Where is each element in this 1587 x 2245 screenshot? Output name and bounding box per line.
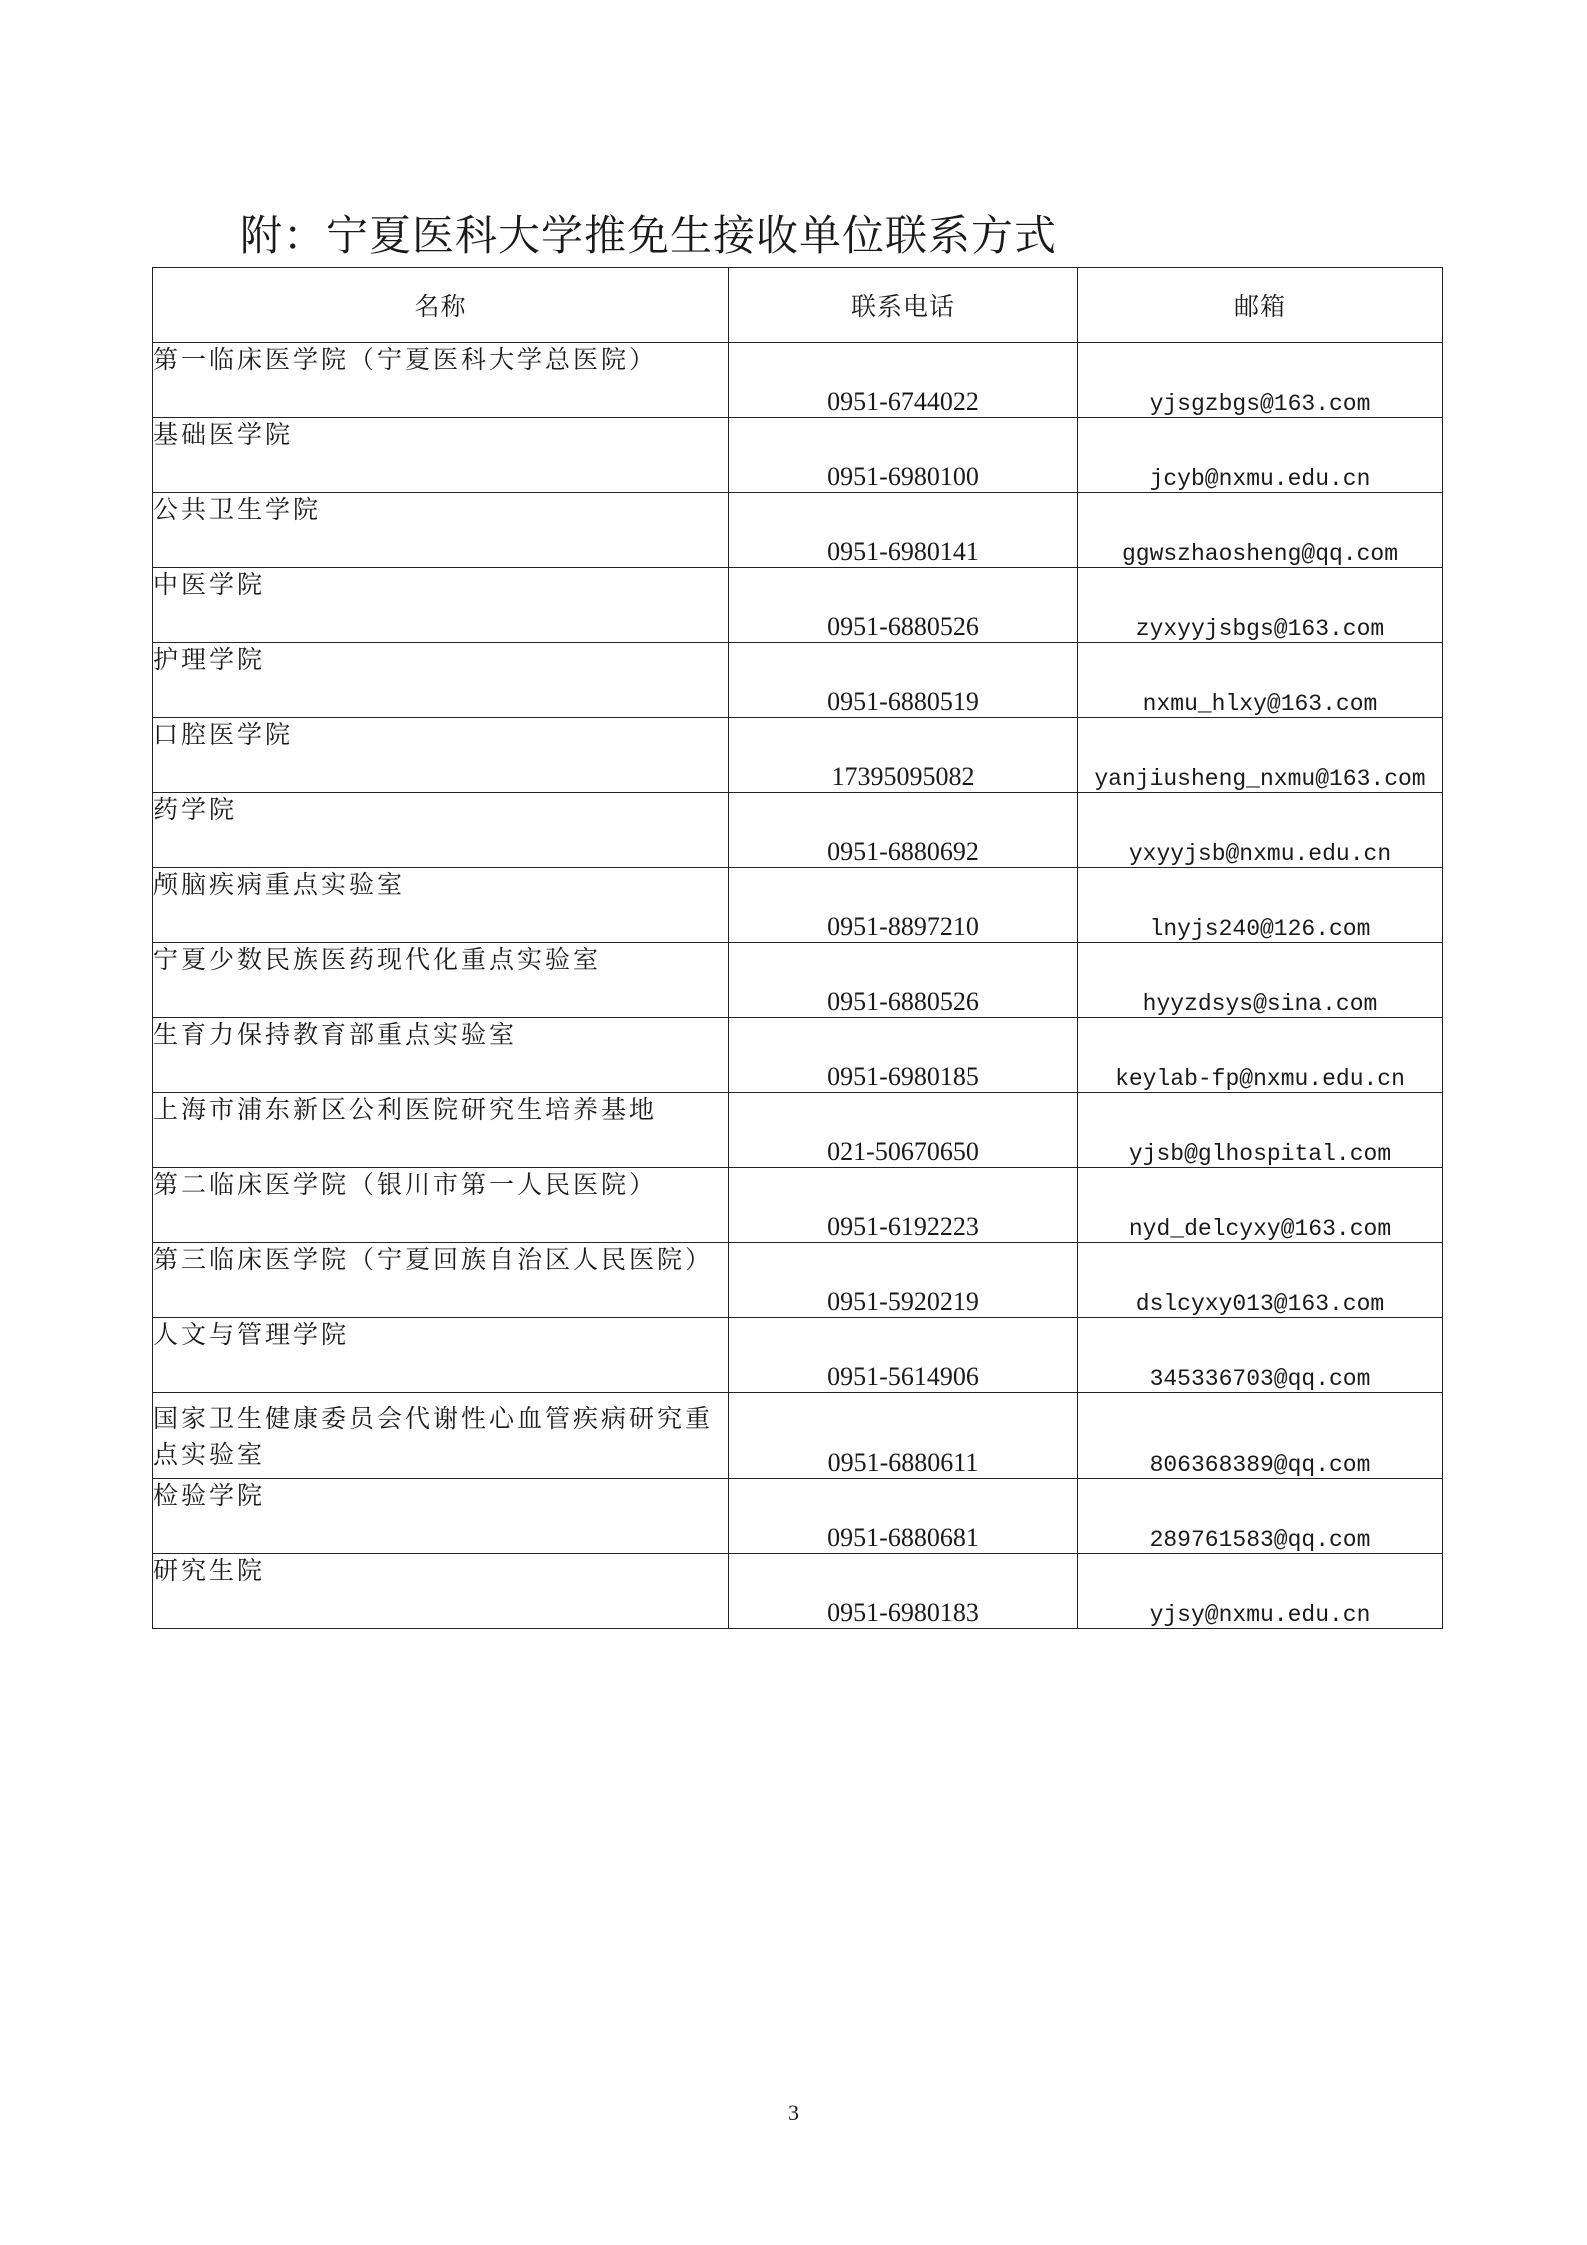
unit-name: 基础医学院 [153, 418, 729, 493]
unit-name: 生育力保持教育部重点实验室 [153, 1018, 729, 1093]
table-header-row [153, 268, 1443, 343]
table-row [153, 343, 1443, 418]
unit-email: nyd_delcyxy@163.com [1078, 1168, 1443, 1243]
table-row [153, 1243, 1443, 1318]
unit-name: 第一临床医学院（宁夏医科大学总医院） [153, 343, 729, 418]
table-row [153, 1018, 1443, 1093]
table-row [153, 418, 1443, 493]
header-phone: 联系电话 [729, 268, 1078, 343]
table-row [153, 1093, 1443, 1168]
unit-name: 研究生院 [153, 1554, 729, 1629]
unit-name: 中医学院 [153, 568, 729, 643]
unit-email: yjsgzbgs@163.com [1078, 343, 1443, 418]
unit-phone: 0951-8897210 [729, 868, 1078, 943]
unit-email: nxmu_hlxy@163.com [1078, 643, 1443, 718]
unit-name: 人文与管理学院 [153, 1318, 729, 1393]
unit-phone: 0951-6192223 [729, 1168, 1078, 1243]
header-name: 名称 [153, 268, 729, 343]
table-row [153, 643, 1443, 718]
unit-name: 检验学院 [153, 1479, 729, 1554]
table-row [153, 1479, 1443, 1554]
table-row [153, 1554, 1443, 1629]
unit-email: 806368389@qq.com [1078, 1393, 1443, 1479]
unit-phone: 17395095082 [729, 718, 1078, 793]
unit-name: 颅脑疾病重点实验室 [153, 868, 729, 943]
unit-name: 口腔医学院 [153, 718, 729, 793]
unit-name: 宁夏少数民族医药现代化重点实验室 [153, 943, 729, 1018]
unit-phone: 0951-6880526 [729, 568, 1078, 643]
contacts-table [152, 267, 1443, 1629]
unit-phone: 0951-6744022 [729, 343, 1078, 418]
unit-email: ggwszhaosheng@qq.com [1078, 493, 1443, 568]
unit-email: 345336703@qq.com [1078, 1318, 1443, 1393]
table-row [153, 568, 1443, 643]
unit-email: yanjiusheng_nxmu@163.com [1078, 718, 1443, 793]
unit-email: zyxyyjsbgs@163.com [1078, 568, 1443, 643]
table-row [153, 793, 1443, 868]
unit-name: 第二临床医学院（银川市第一人民医院） [153, 1168, 729, 1243]
unit-email: yxyyjsb@nxmu.edu.cn [1078, 793, 1443, 868]
unit-email: dslcyxy013@163.com [1078, 1243, 1443, 1318]
page-title: 附：宁夏医科大学推免生接收单位联系方式 [240, 211, 1058, 260]
unit-name: 护理学院 [153, 643, 729, 718]
unit-phone: 0951-6980183 [729, 1554, 1078, 1629]
table-row [153, 1318, 1443, 1393]
unit-phone: 0951-6980185 [729, 1018, 1078, 1093]
table-row [153, 943, 1443, 1018]
unit-email: jcyb@nxmu.edu.cn [1078, 418, 1443, 493]
unit-phone: 0951-6880519 [729, 643, 1078, 718]
table-row [153, 1168, 1443, 1243]
table-row [153, 1393, 1443, 1479]
table-row [153, 493, 1443, 568]
header-email: 邮箱 [1078, 268, 1443, 343]
unit-email: yjsb@glhospital.com [1078, 1093, 1443, 1168]
unit-email: lnyjs240@126.com [1078, 868, 1443, 943]
unit-email: 289761583@qq.com [1078, 1479, 1443, 1554]
unit-phone: 0951-5920219 [729, 1243, 1078, 1318]
unit-phone: 0951-6880681 [729, 1479, 1078, 1554]
unit-email: yjsy@nxmu.edu.cn [1078, 1554, 1443, 1629]
unit-name: 国家卫生健康委员会代谢性心血管疾病研究重点实验室 [153, 1393, 729, 1479]
unit-name: 上海市浦东新区公利医院研究生培养基地 [153, 1093, 729, 1168]
table-row [153, 718, 1443, 793]
unit-name: 第三临床医学院（宁夏回族自治区人民医院） [153, 1243, 729, 1318]
unit-phone: 0951-6980100 [729, 418, 1078, 493]
unit-phone: 0951-6880526 [729, 943, 1078, 1018]
unit-phone: 021-50670650 [729, 1093, 1078, 1168]
unit-phone: 0951-6880611 [729, 1393, 1078, 1479]
unit-phone: 0951-6880692 [729, 793, 1078, 868]
unit-phone: 0951-5614906 [729, 1318, 1078, 1393]
unit-email: keylab-fp@nxmu.edu.cn [1078, 1018, 1443, 1093]
unit-name: 公共卫生学院 [153, 493, 729, 568]
unit-phone: 0951-6980141 [729, 493, 1078, 568]
page-number: 3 [788, 2100, 799, 2125]
unit-email: hyyzdsys@sina.com [1078, 943, 1443, 1018]
table-row [153, 868, 1443, 943]
unit-name: 药学院 [153, 793, 729, 868]
